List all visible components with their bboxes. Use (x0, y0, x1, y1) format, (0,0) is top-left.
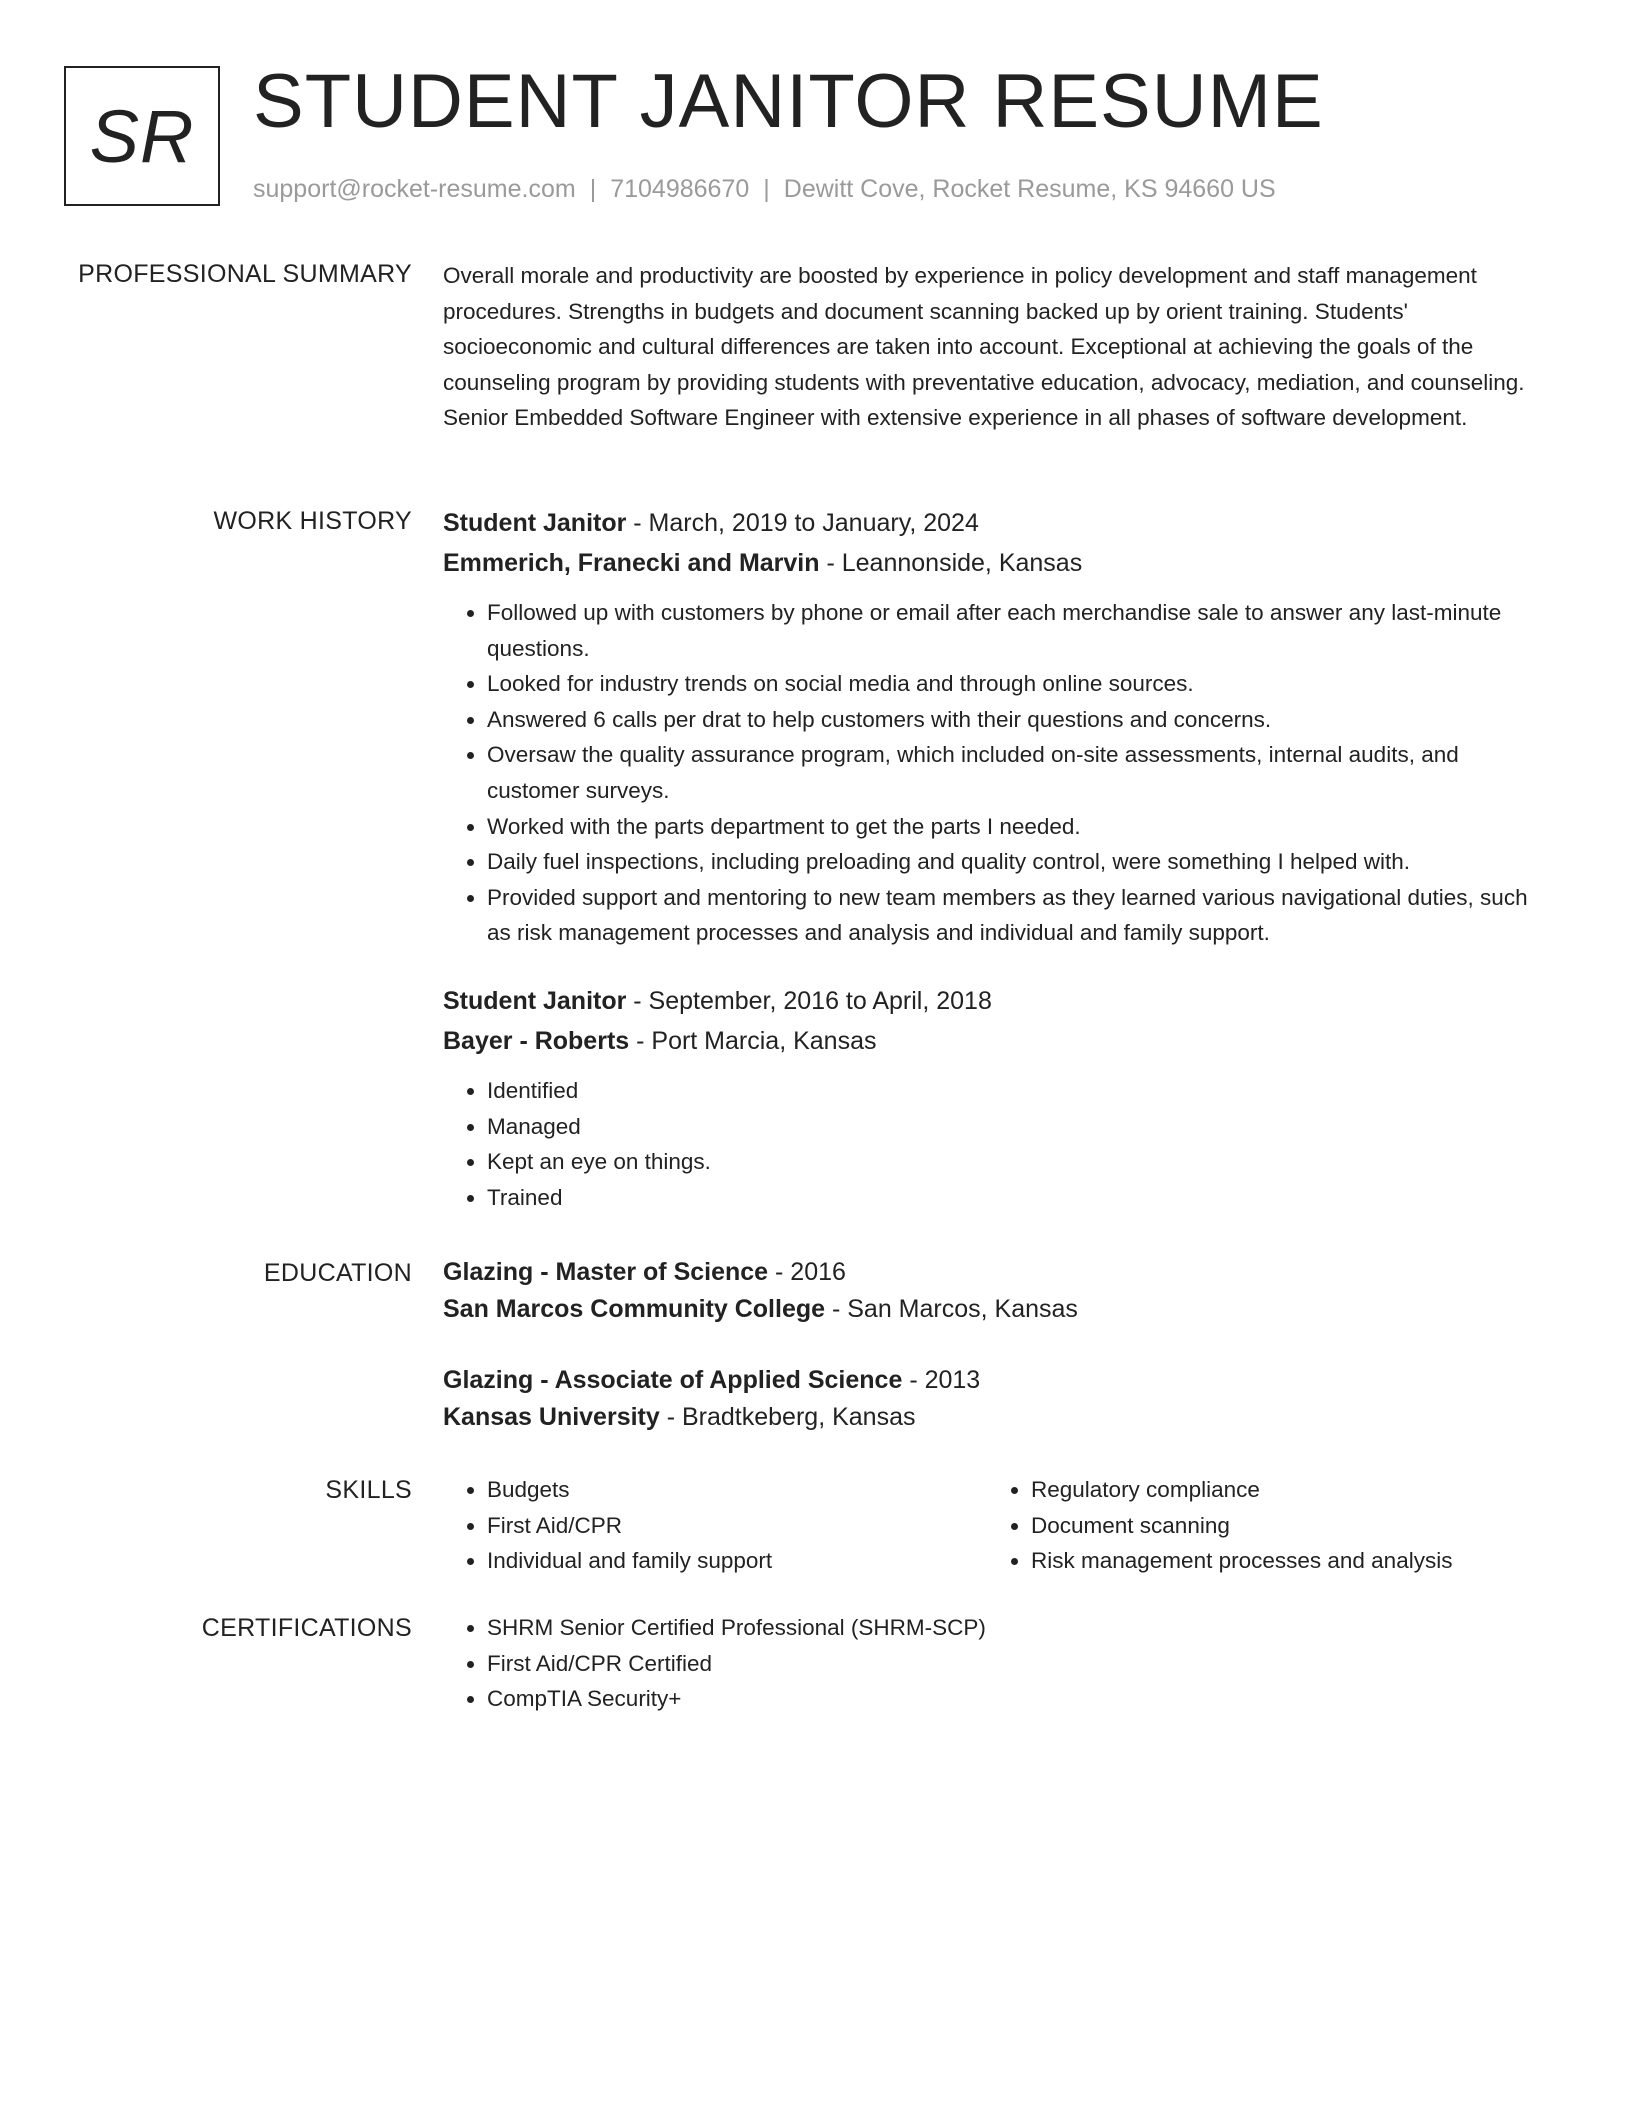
job-title-line (443, 981, 1555, 1021)
list-item: • Oversaw the quality assurance program, which included on-site assessments, internal audits, and customer surveys. (487, 737, 1555, 808)
list-item: • Managed (487, 1109, 1555, 1145)
education-entry (443, 1362, 1555, 1436)
list-item: • Answered 6 calls per drat to help customers with their questions and concerns. (487, 702, 1555, 738)
job-dates: - March, 2019 to January, 2024 (626, 509, 979, 537)
skills-column-right (987, 1472, 1531, 1579)
education-body (443, 1254, 1555, 1436)
education-entry (443, 1254, 1555, 1328)
work-history-body (443, 503, 1555, 1215)
job-title-line (443, 503, 1555, 543)
job-bullets (443, 1073, 1555, 1215)
job-entry (443, 981, 1555, 1215)
job-location: - Port Marcia, Kansas (629, 1026, 877, 1055)
skill-item: • Document scanning (1031, 1508, 1531, 1544)
resume-title: STUDENT JANITOR RESUME (253, 59, 1324, 144)
skill-item: • Regulatory compliance (1031, 1472, 1531, 1508)
skills-column-left (443, 1472, 987, 1579)
section-label-certifications: CERTIFICATIONS (201, 1614, 412, 1642)
monogram-text: SR (89, 94, 195, 178)
list-item: • Daily fuel inspections, including preloading and quality control, were something I helped with. (487, 844, 1555, 880)
list-item: • Followed up with customers by phone or email after each merchandise sale to answer any last-minute questions. (487, 595, 1555, 666)
contact-phone[interactable]: 7104986670 (610, 175, 750, 203)
skill-item: • Budgets (487, 1472, 987, 1508)
skills-body (443, 1472, 1555, 1579)
education-school: San Marcos Community College (443, 1295, 826, 1323)
skill-item: • Risk management processes and analysis (1031, 1543, 1531, 1579)
certifications-list (443, 1610, 1555, 1717)
job-company: Bayer - Roberts (443, 1026, 630, 1055)
education-degree: Glazing - Master of Science (443, 1258, 769, 1286)
section-label-skills: SKILLS (325, 1476, 412, 1504)
certifications-body (443, 1610, 1555, 1717)
job-company-line (443, 1021, 1555, 1061)
list-item: • Looked for industry trends on social media and through online sources. (487, 666, 1555, 702)
education-degree-line (443, 1254, 1555, 1291)
contact-address: Dewitt Cove, Rocket Resume, KS 94660 US (783, 175, 1276, 203)
contact-separator: | (763, 175, 770, 203)
contact-separator: | (589, 175, 597, 203)
job-company-line (443, 543, 1555, 583)
summary-body (443, 258, 1555, 436)
section-label-summary: PROFESSIONAL SUMMARY (78, 260, 412, 288)
contact-email[interactable]: support@rocket-resume.com (253, 175, 576, 203)
job-dates: - September, 2016 to April, 2018 (626, 986, 992, 1015)
skills-grid (443, 1472, 1555, 1579)
summary-text: Overall morale and productivity are boosted by experience in policy development and staff management procedures. Strengths in budgets and document scanning backed up by orient training. Students' socioeconomic and cultural differences are taken into account. Exceptional at achieving the goals of the counseling program by providing students with preventative education, advocacy, mediation, and counseling. Senior Embedded Software Engineer with extensive experience in all phases of software development. (443, 263, 1525, 431)
list-item: • Worked with the parts department to get the parts I needed. (487, 809, 1555, 845)
contact-line (253, 173, 1276, 205)
education-location: - Bradtkeberg, Kansas (659, 1403, 916, 1431)
list-item: • Trained (487, 1180, 1555, 1216)
certification-item: • SHRM Senior Certified Professional (SHRM-SCP) (487, 1610, 1555, 1646)
job-location: - Leannonside, Kansas (819, 549, 1083, 577)
education-school-line (443, 1291, 1555, 1328)
section-label-education: EDUCATION (263, 1259, 412, 1287)
education-degree-line (443, 1362, 1555, 1399)
monogram-logo (64, 66, 220, 206)
education-degree: Glazing - Associate of Applied Science (443, 1366, 903, 1394)
education-school-line (443, 1399, 1555, 1436)
list-item: • Provided support and mentoring to new team members as they learned various navigational duties, such as risk management processes and analysis and individual and family support. (487, 880, 1555, 951)
job-entry (443, 503, 1555, 951)
skill-item: • Individual and family support (487, 1543, 987, 1579)
certification-item: • First Aid/CPR Certified (487, 1646, 1555, 1682)
certification-item: • CompTIA Security+ (487, 1681, 1555, 1717)
job-company: Emmerich, Franecki and Marvin (443, 549, 820, 577)
skill-item: • First Aid/CPR (487, 1508, 987, 1544)
job-bullets (443, 595, 1555, 951)
list-item: • Identified (487, 1073, 1555, 1109)
job-title: Student Janitor (443, 986, 627, 1015)
education-school: Kansas University (443, 1403, 660, 1431)
job-title: Student Janitor (443, 509, 627, 537)
education-year: - 2013 (902, 1366, 981, 1394)
education-year: - 2016 (768, 1258, 846, 1286)
section-label-work-history: WORK HISTORY (213, 507, 412, 535)
list-item: • Kept an eye on things. (487, 1144, 1555, 1180)
education-location: - San Marcos, Kansas (825, 1295, 1078, 1323)
